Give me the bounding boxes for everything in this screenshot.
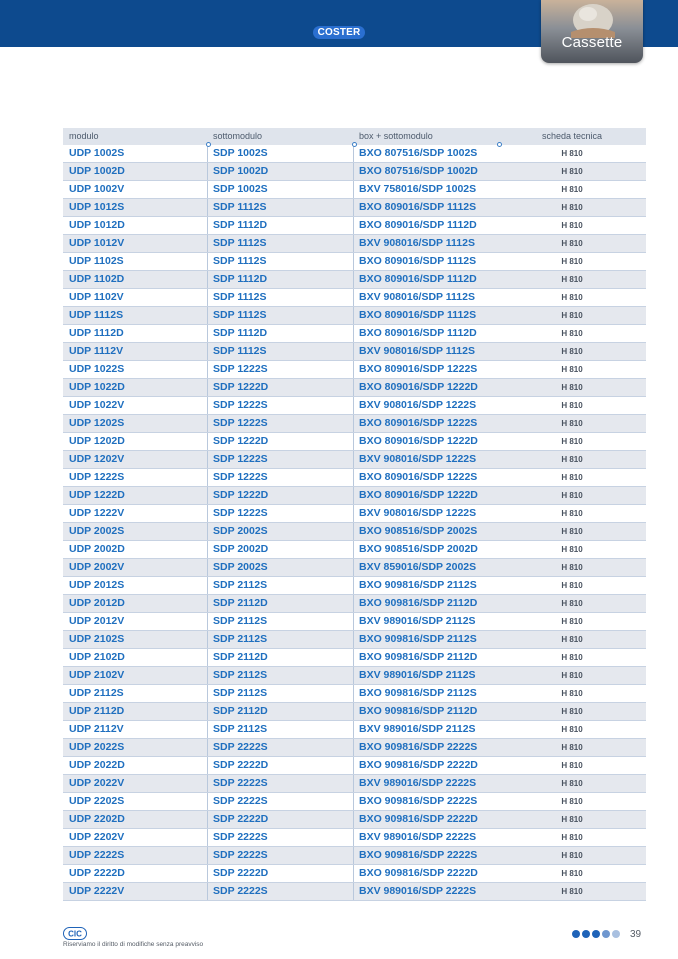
box-sottomodulo-cell: BXV 758016/SDP 1002S	[359, 183, 477, 195]
scheda-tecnica-cell: H 810	[561, 599, 583, 608]
box-sottomodulo-cell: BXO 809016/SDP 1112S	[359, 201, 477, 213]
box-sottomodulo-cell: BXO 909816/SDP 2112D	[359, 705, 478, 717]
table-row	[63, 469, 646, 487]
pager-dot	[572, 930, 580, 938]
modulo-cell: UDP 1202V	[63, 451, 208, 468]
table-row	[63, 847, 646, 865]
table-row	[63, 811, 646, 829]
modulo-cell: UDP 2102S	[63, 631, 208, 648]
modulo-cell: UDP 1012V	[63, 235, 208, 252]
modulo-cell: UDP 2112S	[63, 685, 208, 702]
scheda-tecnica-cell: H 810	[561, 221, 583, 230]
box-sottomodulo-cell: BXV 908016/SDP 1222S	[359, 399, 477, 411]
table-row	[63, 487, 646, 505]
box-sottomodulo-cell: BXO 809016/SDP 1222D	[359, 435, 478, 447]
modulo-cell: UDP 1002S	[63, 145, 208, 162]
table-row	[63, 253, 646, 271]
modulo-cell: UDP 2222V	[63, 883, 208, 900]
box-sottomodulo-cell: BXO 909816/SDP 2112S	[359, 687, 477, 699]
box-sottomodulo-cell: BXV 989016/SDP 2112S	[359, 669, 476, 681]
scheda-tecnica-cell: H 810	[561, 275, 583, 284]
box-sottomodulo-cell: BXV 908016/SDP 1112S	[359, 291, 475, 303]
scheda-tecnica-cell: H 810	[561, 455, 583, 464]
scheda-tecnica-cell: H 810	[561, 419, 583, 428]
modulo-cell: UDP 1222V	[63, 505, 208, 522]
scheda-tecnica-cell: H 810	[561, 761, 583, 770]
box-sottomodulo-cell: BXV 989016/SDP 2112S	[359, 615, 476, 627]
box-sottomodulo-cell: BXV 989016/SDP 2222S	[359, 885, 477, 897]
sottomodulo-cell: SDP 2002S	[208, 559, 354, 576]
sottomodulo-cell: SDP 1222S	[208, 397, 354, 414]
modulo-cell: UDP 2222D	[63, 865, 208, 882]
scheda-tecnica-cell: H 810	[561, 311, 583, 320]
table-row	[63, 523, 646, 541]
table-body	[63, 145, 646, 901]
modulo-cell: UDP 2022S	[63, 739, 208, 756]
box-sottomodulo-cell: BXV 989016/SDP 2222S	[359, 777, 477, 789]
scheda-tecnica-cell: H 810	[561, 527, 583, 536]
modulo-cell: UDP 2012S	[63, 577, 208, 594]
modulo-cell: UDP 1222S	[63, 469, 208, 486]
scheda-tecnica-cell: H 810	[561, 851, 583, 860]
table-row	[63, 829, 646, 847]
modulo-cell: UDP 1102S	[63, 253, 208, 270]
scheda-tecnica-cell: H 810	[561, 401, 583, 410]
sottomodulo-cell: SDP 2222S	[208, 829, 354, 846]
box-sottomodulo-cell: BXO 809016/SDP 1112D	[359, 273, 477, 285]
sottomodulo-cell: SDP 2222D	[208, 757, 354, 774]
modulo-cell: UDP 2022V	[63, 775, 208, 792]
table-row	[63, 361, 646, 379]
modulo-cell: UDP 1022V	[63, 397, 208, 414]
box-sottomodulo-cell: BXO 909816/SDP 2112D	[359, 597, 478, 609]
box-sottomodulo-cell: BXO 909816/SDP 2112D	[359, 651, 478, 663]
box-sottomodulo-cell: BXO 809016/SDP 1112S	[359, 309, 477, 321]
sottomodulo-cell: SDP 1112D	[208, 217, 354, 234]
table-row	[63, 613, 646, 631]
modulo-cell: UDP 1112D	[63, 325, 208, 342]
pager-dot	[602, 930, 610, 938]
sottomodulo-cell: SDP 2112D	[208, 649, 354, 666]
sottomodulo-cell: SDP 2002S	[208, 523, 354, 540]
box-sottomodulo-cell: BXO 908516/SDP 2002D	[359, 543, 478, 555]
page-indicator	[572, 930, 620, 938]
scheda-tecnica-cell: H 810	[561, 329, 583, 338]
modulo-cell: UDP 2022D	[63, 757, 208, 774]
pager-dot	[592, 930, 600, 938]
modulo-cell: UDP 1022D	[63, 379, 208, 396]
scheda-tecnica-cell: H 810	[561, 347, 583, 356]
sottomodulo-cell: SDP 1112S	[208, 343, 354, 360]
modulo-cell: UDP 2202S	[63, 793, 208, 810]
scheda-tecnica-cell: H 810	[561, 653, 583, 662]
table-row	[63, 433, 646, 451]
box-sottomodulo-cell: BXO 909816/SDP 2222S	[359, 795, 478, 807]
sottomodulo-cell: SDP 1222S	[208, 469, 354, 486]
box-sottomodulo-cell: BXO 909816/SDP 2222D	[359, 759, 478, 771]
cic-logo-text: CIC	[68, 929, 82, 939]
sottomodulo-cell: SDP 2222D	[208, 811, 354, 828]
table-row	[63, 217, 646, 235]
scheda-tecnica-cell: H 810	[561, 581, 583, 590]
scheda-tecnica-cell: H 810	[561, 887, 583, 896]
box-sottomodulo-cell: BXV 989016/SDP 2112S	[359, 723, 476, 735]
table-row	[63, 865, 646, 883]
sottomodulo-cell: SDP 1112S	[208, 235, 354, 252]
sottomodulo-cell: SDP 1112S	[208, 199, 354, 216]
box-sottomodulo-cell: BXO 809016/SDP 1112D	[359, 219, 477, 231]
box-sottomodulo-cell: BXV 908016/SDP 1222S	[359, 507, 477, 519]
table-row	[63, 145, 646, 163]
column-divider-dot	[497, 142, 502, 147]
table-row	[63, 379, 646, 397]
table-row	[63, 703, 646, 721]
box-sottomodulo-cell: BXO 909816/SDP 2222S	[359, 741, 478, 753]
modulo-cell: UDP 1022S	[63, 361, 208, 378]
table-row	[63, 307, 646, 325]
sottomodulo-cell: SDP 1112S	[208, 307, 354, 324]
modulo-cell: UDP 1102V	[63, 289, 208, 306]
modulo-cell: UDP 1202S	[63, 415, 208, 432]
scheda-tecnica-cell: H 810	[561, 545, 583, 554]
modulo-cell: UDP 1102D	[63, 271, 208, 288]
sottomodulo-cell: SDP 2112S	[208, 685, 354, 702]
scheda-tecnica-cell: H 810	[561, 797, 583, 806]
modulo-cell: UDP 2002V	[63, 559, 208, 576]
table-row	[63, 343, 646, 361]
scheda-tecnica-cell: H 810	[561, 617, 583, 626]
box-sottomodulo-cell: BXO 807516/SDP 1002D	[359, 165, 478, 177]
scheda-tecnica-cell: H 810	[561, 779, 583, 788]
box-sottomodulo-cell: BXV 859016/SDP 2002S	[359, 561, 477, 573]
modulo-cell: UDP 2012D	[63, 595, 208, 612]
modulo-cell: UDP 2222S	[63, 847, 208, 864]
sottomodulo-cell: SDP 2112S	[208, 613, 354, 630]
scheda-tecnica-cell: H 810	[561, 293, 583, 302]
modulo-cell: UDP 1012S	[63, 199, 208, 216]
table-row	[63, 793, 646, 811]
modulo-cell: UDP 2202V	[63, 829, 208, 846]
scheda-tecnica-cell: H 810	[561, 257, 583, 266]
table-row	[63, 451, 646, 469]
box-sottomodulo-cell: BXO 809016/SDP 1112S	[359, 255, 477, 267]
modulo-cell: UDP 2002D	[63, 541, 208, 558]
column-divider-dot	[206, 142, 211, 147]
table-row	[63, 163, 646, 181]
modulo-cell: UDP 1202D	[63, 433, 208, 450]
table-row	[63, 721, 646, 739]
modulo-cell: UDP 1012D	[63, 217, 208, 234]
box-sottomodulo-cell: BXV 908016/SDP 1112S	[359, 345, 475, 357]
sottomodulo-cell: SDP 2222S	[208, 775, 354, 792]
sottomodulo-cell: SDP 2002D	[208, 541, 354, 558]
sottomodulo-cell: SDP 2112S	[208, 577, 354, 594]
scheda-tecnica-cell: H 810	[561, 167, 583, 176]
table-row	[63, 271, 646, 289]
sottomodulo-cell: SDP 2222S	[208, 793, 354, 810]
cic-logo	[63, 927, 87, 940]
modulo-cell: UDP 2102V	[63, 667, 208, 684]
box-sottomodulo-cell: BXV 908016/SDP 1222S	[359, 453, 477, 465]
scheda-tecnica-cell: H 810	[561, 203, 583, 212]
box-sottomodulo-cell: BXO 809016/SDP 1112D	[359, 327, 477, 339]
modulo-cell: UDP 2012V	[63, 613, 208, 630]
table-row	[63, 739, 646, 757]
sottomodulo-cell: SDP 2222S	[208, 883, 354, 900]
scheda-tecnica-cell: H 810	[561, 833, 583, 842]
box-sottomodulo-cell: BXO 909816/SDP 2112S	[359, 633, 477, 645]
sottomodulo-cell: SDP 1222D	[208, 433, 354, 450]
sottomodulo-cell: SDP 2112D	[208, 595, 354, 612]
table-row	[63, 883, 646, 901]
scheda-tecnica-cell: H 810	[561, 149, 583, 158]
disclaimer-text: Riserviamo il diritto di modifiche senza preavviso	[63, 941, 204, 948]
table-row	[63, 541, 646, 559]
column-divider-dot	[352, 142, 357, 147]
scheda-tecnica-cell: H 810	[561, 635, 583, 644]
table-row	[63, 757, 646, 775]
section-title: Cassette	[561, 34, 623, 51]
table-row	[63, 181, 646, 199]
sottomodulo-cell: SDP 1112S	[208, 253, 354, 270]
scheda-tecnica-cell: H 810	[561, 869, 583, 878]
sottomodulo-cell: SDP 1222D	[208, 487, 354, 504]
sottomodulo-cell: SDP 2222D	[208, 865, 354, 882]
modulo-cell: UDP 2112V	[63, 721, 208, 738]
sottomodulo-cell: SDP 1002S	[208, 181, 354, 198]
scheda-tecnica-cell: H 810	[561, 437, 583, 446]
table-row	[63, 415, 646, 433]
scheda-tecnica-cell: H 810	[561, 707, 583, 716]
table-row	[63, 649, 646, 667]
sottomodulo-cell: SDP 1222S	[208, 361, 354, 378]
scheda-tecnica-cell: H 810	[561, 671, 583, 680]
table-row	[63, 577, 646, 595]
modulo-cell: UDP 2002S	[63, 523, 208, 540]
box-sottomodulo-cell: BXO 909816/SDP 2112S	[359, 579, 477, 591]
modulo-cell: UDP 1112V	[63, 343, 208, 360]
sottomodulo-cell: SDP 2112S	[208, 667, 354, 684]
scheda-tecnica-cell: H 810	[561, 185, 583, 194]
pager-dot	[582, 930, 590, 938]
scheda-tecnica-cell: H 810	[561, 473, 583, 482]
box-sottomodulo-cell: BXO 807516/SDP 1002S	[359, 147, 478, 159]
sottomodulo-cell: SDP 1222S	[208, 451, 354, 468]
table-row	[63, 559, 646, 577]
sottomodulo-cell: SDP 1112S	[208, 289, 354, 306]
scheda-tecnica-cell: H 810	[561, 239, 583, 248]
box-sottomodulo-cell: BXO 809016/SDP 1222S	[359, 417, 478, 429]
sottomodulo-cell: SDP 2222S	[208, 739, 354, 756]
table-row	[63, 397, 646, 415]
sottomodulo-cell: SDP 2112S	[208, 721, 354, 738]
box-sottomodulo-cell: BXO 809016/SDP 1222S	[359, 363, 478, 375]
table-row	[63, 199, 646, 217]
table-row	[63, 667, 646, 685]
modulo-cell: UDP 1002D	[63, 163, 208, 180]
modulo-cell: UDP 1002V	[63, 181, 208, 198]
table-row	[63, 235, 646, 253]
sottomodulo-cell: SDP 2112S	[208, 631, 354, 648]
section-tab[interactable]	[541, 0, 643, 63]
sottomodulo-cell: SDP 1112D	[208, 325, 354, 342]
scheda-tecnica-cell: H 810	[561, 743, 583, 752]
box-sottomodulo-cell: BXO 909816/SDP 2222D	[359, 867, 478, 879]
scheda-tecnica-cell: H 810	[561, 491, 583, 500]
scheda-tecnica-cell: H 810	[561, 563, 583, 572]
column-header-scheda-tecnica: scheda tecnica	[541, 131, 603, 141]
scheda-tecnica-cell: H 810	[561, 509, 583, 518]
scheda-tecnica-cell: H 810	[561, 365, 583, 374]
page-number: 39	[630, 929, 642, 940]
sottomodulo-cell: SDP 1222S	[208, 415, 354, 432]
table-row	[63, 775, 646, 793]
box-sottomodulo-cell: BXV 908016/SDP 1112S	[359, 237, 475, 249]
box-sottomodulo-cell: BXO 908516/SDP 2002S	[359, 525, 478, 537]
product-table	[63, 128, 646, 901]
modulo-cell: UDP 2202D	[63, 811, 208, 828]
box-sottomodulo-cell: BXO 809016/SDP 1222D	[359, 381, 478, 393]
table-row	[63, 631, 646, 649]
table-row	[63, 505, 646, 523]
scheda-tecnica-cell: H 810	[561, 815, 583, 824]
scheda-tecnica-cell: H 810	[561, 725, 583, 734]
sottomodulo-cell: SDP 2112D	[208, 703, 354, 720]
column-header-box-sottomodulo: box + sottomodulo	[359, 131, 433, 141]
scheda-tecnica-cell: H 810	[561, 383, 583, 392]
section-photo	[563, 0, 623, 38]
column-header-modulo: modulo	[69, 131, 99, 141]
box-sottomodulo-cell: BXV 989016/SDP 2222S	[359, 831, 477, 843]
pager-dot	[612, 930, 620, 938]
sottomodulo-cell: SDP 1112D	[208, 271, 354, 288]
box-sottomodulo-cell: BXO 909816/SDP 2222D	[359, 813, 478, 825]
modulo-cell: UDP 1222D	[63, 487, 208, 504]
brand-badge: COSTER	[313, 26, 365, 39]
box-sottomodulo-cell: BXO 809016/SDP 1222D	[359, 489, 478, 501]
modulo-cell: UDP 1112S	[63, 307, 208, 324]
box-sottomodulo-cell: BXO 809016/SDP 1222S	[359, 471, 478, 483]
sottomodulo-cell: SDP 1222D	[208, 379, 354, 396]
table-row	[63, 685, 646, 703]
sottomodulo-cell: SDP 2222S	[208, 847, 354, 864]
scheda-tecnica-cell: H 810	[561, 689, 583, 698]
sottomodulo-cell: SDP 1002D	[208, 163, 354, 180]
table-row	[63, 289, 646, 307]
sottomodulo-cell: SDP 1222S	[208, 505, 354, 522]
column-header-sottomodulo: sottomodulo	[213, 131, 263, 141]
modulo-cell: UDP 2112D	[63, 703, 208, 720]
sottomodulo-cell: SDP 1002S	[208, 145, 354, 162]
box-sottomodulo-cell: BXO 909816/SDP 2222S	[359, 849, 478, 861]
modulo-cell: UDP 2102D	[63, 649, 208, 666]
table-row	[63, 325, 646, 343]
table-row	[63, 595, 646, 613]
